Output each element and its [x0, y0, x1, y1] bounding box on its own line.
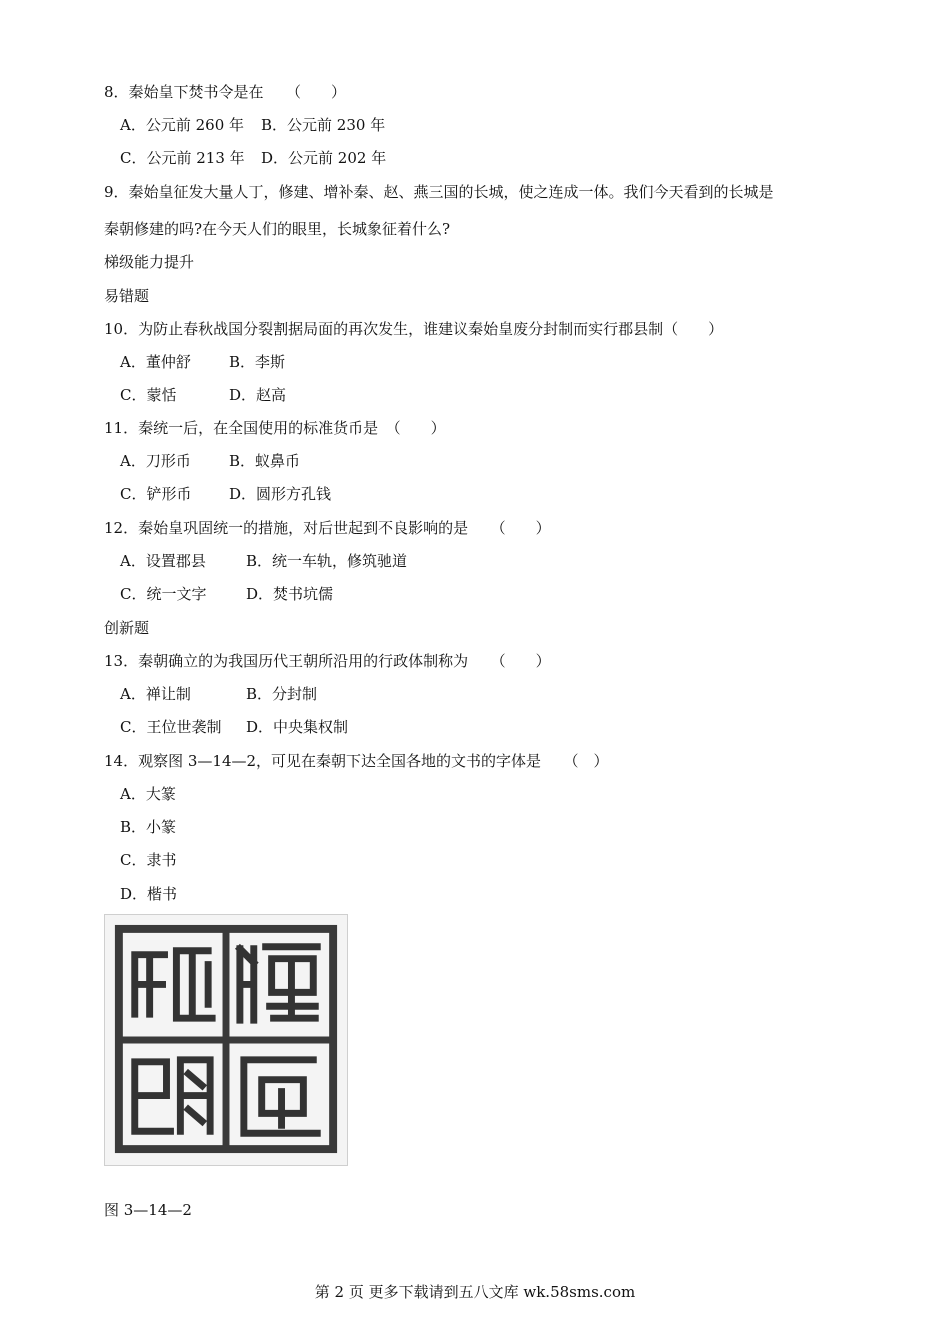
question-11-option-b: B．蚁鼻币 — [229, 452, 301, 470]
section-heading-innovation: 创新题 — [104, 619, 150, 637]
question-12-option-a: A．设置郡县 — [120, 552, 206, 570]
seal-script-drawing — [105, 915, 347, 1165]
question-12-options-row-1 — [120, 551, 407, 571]
question-14-option-a: A．大篆 — [120, 785, 176, 803]
question-8-option-b: B．公元前 230 年 — [261, 116, 386, 134]
question-13-stem: 13．秦朝确立的为我国历代王朝所沿用的行政体制称为 （ ） — [104, 652, 551, 670]
question-11-option-a: A．刀形币 — [120, 452, 191, 470]
question-13-options-row-1 — [120, 684, 317, 704]
question-10-option-d: D．赵高 — [229, 386, 287, 404]
question-14-option-b: B．小篆 — [120, 818, 177, 836]
question-14-option-d: D．楷书 — [120, 885, 178, 903]
question-12-option-b: B．统一车轨，修筑驰道 — [246, 552, 408, 570]
question-11-option-c: C．铲形币 — [120, 485, 192, 503]
question-8-option-d: D．公元前 202 年 — [261, 149, 387, 167]
question-9-line-1: 9．秦始皇征发大量人丁，修建、增补秦、赵、燕三国的长城，使之连成一体。我们今天看到的长城是 — [104, 183, 774, 201]
question-14-stem: 14．观察图 3—14—2，可见在秦朝下达全国各地的文书的字体是 （ ） — [104, 752, 609, 770]
question-11-options-row-2 — [120, 484, 331, 504]
figure-caption: 图 3—14—2 — [104, 1201, 192, 1219]
section-heading-ladder: 梯级能力提升 — [104, 253, 195, 271]
question-8-option-c: C．公元前 213 年 — [120, 149, 245, 167]
question-10-options-row-2 — [120, 385, 286, 405]
question-8-options-row-1 — [120, 115, 385, 135]
question-10-stem: 10．为防止春秋战国分裂割据局面的再次发生，谁建议秦始皇废分封制而实行郡县制（ ） — [104, 320, 724, 338]
section-heading-error-prone: 易错题 — [104, 287, 150, 305]
seal-script-image — [104, 914, 348, 1166]
question-10-option-a: A．董仲舒 — [120, 353, 191, 371]
question-13-option-d: D．中央集权制 — [246, 718, 349, 736]
question-11-stem: 11．秦统一后，在全国使用的标准货币是 （ ） — [104, 419, 446, 437]
question-10-option-c: C．蒙恬 — [120, 386, 177, 404]
question-8-option-a: A．公元前 260 年 — [120, 116, 244, 134]
question-12-option-c: C．统一文字 — [120, 585, 207, 603]
question-10-option-b: B．李斯 — [229, 353, 286, 371]
question-13-option-a: A．禅让制 — [120, 685, 191, 703]
question-10-options-row-1 — [120, 352, 285, 372]
question-9-line-2: 秦朝修建的吗?在今天人们的眼里，长城象征着什么? — [104, 220, 451, 238]
question-14-option-c: C．隶书 — [120, 851, 177, 869]
page-footer: 第 2 页 更多下载请到五八文库 wk.58sms.com — [314, 1283, 636, 1301]
question-13-option-c: C．王位世袭制 — [120, 718, 222, 736]
question-12-stem: 12．秦始皇巩固统一的措施，对后世起到不良影响的是 （ ） — [104, 519, 551, 537]
question-13-options-row-2 — [120, 717, 348, 737]
question-11-options-row-1 — [120, 451, 300, 471]
question-8-options-row-2 — [120, 148, 386, 168]
question-12-options-row-2 — [120, 584, 333, 604]
question-12-option-d: D．焚书坑儒 — [246, 585, 334, 603]
question-13-option-b: B．分封制 — [246, 685, 318, 703]
question-11-option-d: D．圆形方孔钱 — [229, 485, 332, 503]
question-8-stem: 8．秦始皇下焚书令是在 （ ） — [104, 83, 347, 101]
